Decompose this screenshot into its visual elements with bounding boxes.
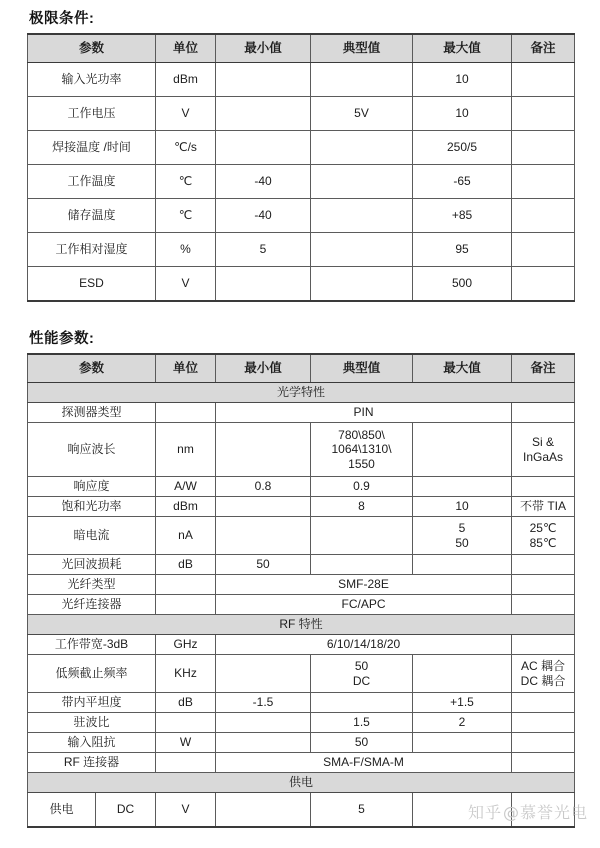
- cell-unit: V: [156, 793, 216, 828]
- cell-max: [413, 733, 512, 753]
- cell-note: [512, 477, 575, 497]
- cell-note: [512, 165, 575, 199]
- cell-typ: [311, 165, 413, 199]
- cell-unit: ℃: [156, 199, 216, 233]
- cell-note: AC 耦合 DC 耦合: [512, 655, 575, 693]
- cell-note: [512, 131, 575, 165]
- cell-min: [216, 131, 311, 165]
- cell-min: [216, 497, 311, 517]
- cell-note: [512, 595, 575, 615]
- cell-parameter: 响应波长: [28, 423, 156, 477]
- table-row: [28, 793, 575, 828]
- cell-parameter: 工作相对湿度: [28, 233, 156, 267]
- cell-min: [216, 655, 311, 693]
- cell-typ: [311, 267, 413, 302]
- cell-unit: A/W: [156, 477, 216, 497]
- table-row: [28, 497, 575, 517]
- cell-typ: [311, 199, 413, 233]
- cell-min: 50: [216, 555, 311, 575]
- cell-min: [216, 267, 311, 302]
- table-row: [28, 199, 575, 233]
- cell-parameter: 光回波损耗: [28, 555, 156, 575]
- cell-span-value: PIN: [216, 403, 512, 423]
- section-band-label: 供电: [28, 773, 575, 793]
- cell-parameter: 探测器类型: [28, 403, 156, 423]
- cell-span-value: FC/APC: [216, 595, 512, 615]
- cell-max: 500: [413, 267, 512, 302]
- cell-min: -1.5: [216, 693, 311, 713]
- cell-note: [512, 97, 575, 131]
- cell-min: 0.8: [216, 477, 311, 497]
- section-band-optical: [28, 383, 575, 403]
- col-header-unit: 单位: [156, 34, 216, 63]
- col-header-min: 最小值: [216, 354, 311, 383]
- cell-max: 10: [413, 497, 512, 517]
- cell-unit: W: [156, 733, 216, 753]
- table-header-row: [28, 34, 575, 63]
- cell-parameter: 输入阻抗: [28, 733, 156, 753]
- cell-typ: [311, 693, 413, 713]
- table-row: [28, 753, 575, 773]
- cell-typ: 780\850\ 1064\1310\ 1550: [311, 423, 413, 477]
- cell-unit: nm: [156, 423, 216, 477]
- cell-typ: [311, 555, 413, 575]
- cell-min: [216, 423, 311, 477]
- table-row: [28, 635, 575, 655]
- cell-max: 10: [413, 63, 512, 97]
- col-header-min: 最小值: [216, 34, 311, 63]
- table-row: [28, 97, 575, 131]
- cell-min: [216, 97, 311, 131]
- cell-span-value: SMF-28E: [216, 575, 512, 595]
- cell-parameter: 工作带宽-3dB: [28, 635, 156, 655]
- col-header-parameter: 参数: [28, 354, 156, 383]
- cell-parameter: 光纤连接器: [28, 595, 156, 615]
- cell-min: [216, 63, 311, 97]
- cell-min: -40: [216, 199, 311, 233]
- cell-parameter: 输入光功率: [28, 63, 156, 97]
- table-row: [28, 575, 575, 595]
- page-title-limit-conditions: 极限条件:: [29, 11, 95, 27]
- col-header-note: 备注: [512, 354, 575, 383]
- cell-note: Si & InGaAs: [512, 423, 575, 477]
- cell-parameter: 饱和光功率: [28, 497, 156, 517]
- cell-unit: [156, 753, 216, 773]
- cell-min: -40: [216, 165, 311, 199]
- cell-parameter: 低频截止频率: [28, 655, 156, 693]
- cell-parameter: 储存温度: [28, 199, 156, 233]
- cell-unit: GHz: [156, 635, 216, 655]
- cell-note: [512, 199, 575, 233]
- cell-unit: dB: [156, 555, 216, 575]
- cell-parameter: 工作温度: [28, 165, 156, 199]
- cell-note: [512, 555, 575, 575]
- table-row: [28, 555, 575, 575]
- table-row: [28, 267, 575, 302]
- table-row: [28, 595, 575, 615]
- cell-unit: [156, 595, 216, 615]
- cell-typ: 8: [311, 497, 413, 517]
- cell-typ: 50: [311, 733, 413, 753]
- col-header-unit: 单位: [156, 354, 216, 383]
- table-row: [28, 713, 575, 733]
- cell-max: [413, 555, 512, 575]
- cell-max: [413, 655, 512, 693]
- page-title-performance-parameters: 性能参数:: [29, 331, 95, 347]
- table-row: [28, 693, 575, 713]
- cell-max: [413, 477, 512, 497]
- table-row: [28, 517, 575, 555]
- cell-parameter: 响应度: [28, 477, 156, 497]
- table-row: [28, 131, 575, 165]
- section-band-label: 光学特性: [28, 383, 575, 403]
- cell-typ: [311, 63, 413, 97]
- cell-note: [512, 403, 575, 423]
- cell-typ: [311, 233, 413, 267]
- table-row: [28, 655, 575, 693]
- cell-max: 2: [413, 713, 512, 733]
- cell-note: [512, 63, 575, 97]
- col-header-max: 最大值: [413, 34, 512, 63]
- cell-unit: %: [156, 233, 216, 267]
- cell-max: +1.5: [413, 693, 512, 713]
- cell-note: 不带 TIA: [512, 497, 575, 517]
- col-header-typ: 典型值: [311, 354, 413, 383]
- cell-parameter: 暗电流: [28, 517, 156, 555]
- cell-parameter: 工作电压: [28, 97, 156, 131]
- cell-typ: [311, 517, 413, 555]
- cell-min: [216, 793, 311, 828]
- watermark-handle: @慕誉光电: [503, 803, 589, 822]
- cell-parameter: 带内平坦度: [28, 693, 156, 713]
- cell-note: [512, 713, 575, 733]
- cell-note: [512, 793, 575, 828]
- cell-note: [512, 693, 575, 713]
- cell-typ: 50 DC: [311, 655, 413, 693]
- cell-min: [216, 517, 311, 555]
- cell-note: [512, 575, 575, 595]
- cell-max: [413, 423, 512, 477]
- table-header-row: [28, 354, 575, 383]
- cell-unit: dBm: [156, 497, 216, 517]
- watermark-platform: 知乎: [468, 803, 503, 822]
- col-header-max: 最大值: [413, 354, 512, 383]
- cell-note: [512, 635, 575, 655]
- cell-parameter: RF 连接器: [28, 753, 156, 773]
- cell-parameter-sub: DC: [96, 793, 156, 828]
- cell-typ: 5: [311, 793, 413, 828]
- section-band-rf: [28, 615, 575, 635]
- cell-min: [216, 733, 311, 753]
- cell-max: 250/5: [413, 131, 512, 165]
- section-band-power: [28, 773, 575, 793]
- cell-parameter: 驻波比: [28, 713, 156, 733]
- cell-max: 5 50: [413, 517, 512, 555]
- cell-unit: dB: [156, 693, 216, 713]
- table-row: [28, 733, 575, 753]
- cell-parameter: 供电: [28, 793, 96, 828]
- col-header-typ: 典型值: [311, 34, 413, 63]
- cell-unit: dBm: [156, 63, 216, 97]
- cell-typ: 0.9: [311, 477, 413, 497]
- table-row: [28, 423, 575, 477]
- performance-parameters-table: [27, 353, 575, 828]
- cell-unit: [156, 575, 216, 595]
- table-row: [28, 63, 575, 97]
- cell-note: [512, 267, 575, 302]
- cell-unit: V: [156, 267, 216, 302]
- cell-max: 95: [413, 233, 512, 267]
- cell-typ: 5V: [311, 97, 413, 131]
- cell-unit: KHz: [156, 655, 216, 693]
- cell-note: [512, 753, 575, 773]
- cell-max: -65: [413, 165, 512, 199]
- cell-note: 25℃ 85℃: [512, 517, 575, 555]
- cell-unit: V: [156, 97, 216, 131]
- cell-max: 10: [413, 97, 512, 131]
- cell-unit: ℃/s: [156, 131, 216, 165]
- cell-note: [512, 733, 575, 753]
- cell-typ: [311, 131, 413, 165]
- section-band-label: RF 特性: [28, 615, 575, 635]
- limit-conditions-table: [27, 33, 575, 302]
- table-row: [28, 165, 575, 199]
- table-row: [28, 403, 575, 423]
- table-row: [28, 477, 575, 497]
- cell-parameter: ESD: [28, 267, 156, 302]
- cell-span-value: 6/10/14/18/20: [216, 635, 512, 655]
- cell-note: [512, 233, 575, 267]
- cell-span-value: SMA-F/SMA-M: [216, 753, 512, 773]
- cell-parameter: 焊接温度 /时间: [28, 131, 156, 165]
- cell-min: 5: [216, 233, 311, 267]
- cell-unit: nA: [156, 517, 216, 555]
- col-header-note: 备注: [512, 34, 575, 63]
- cell-unit: ℃: [156, 165, 216, 199]
- cell-unit: [156, 713, 216, 733]
- col-header-parameter: 参数: [28, 34, 156, 63]
- cell-min: [216, 713, 311, 733]
- cell-unit: [156, 403, 216, 423]
- cell-max: [413, 793, 512, 828]
- table-row: [28, 233, 575, 267]
- cell-parameter: 光纤类型: [28, 575, 156, 595]
- cell-typ: 1.5: [311, 713, 413, 733]
- cell-max: +85: [413, 199, 512, 233]
